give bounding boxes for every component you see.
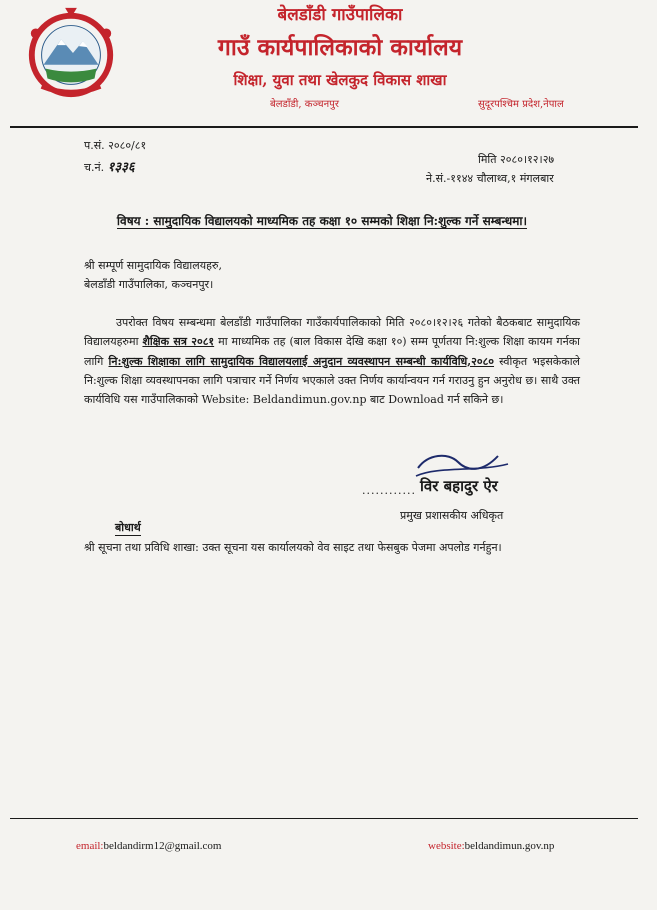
office-name: गाउँ कार्यपालिकाको कार्यालय [217, 34, 463, 61]
email-address[interactable]: beldandirm12@gmail.com [103, 840, 222, 852]
location-left: बेलडाँडी, कञ्चनपुर [270, 99, 339, 110]
header-divider [10, 126, 638, 128]
branch-name: शिक्षा, युवा तथा खेलकुद विकास शाखा [233, 71, 447, 89]
footer-website [428, 840, 554, 852]
body-part-5: स्वीकृत भइसकेकाले नि:शुल्क शिक्षा व्यवस्थापनका लागि पत्राचार गर्ने निर्णय भएकाले उक्त निर्णय कार्यान्वयन गर्न गराउनु हुन अनुरोध छ। साथै उक्त कार्यविधि यस गाउँपालिकाको Website: Beldandimun.gov.np बाट Download गर्न सकिने छ। [84, 354, 580, 407]
addressee-line-2: बेलडाँडी गाउँपालिका, कञ्चनपुर। [84, 278, 214, 291]
signatory-title: प्रमुख प्रशासकीय अधिकृत [400, 509, 504, 522]
body-part-1: उपरोक्त विषय सम्बन्धमा बेलडाँडी गाउँपालिका गाउँकार्यपालिकाको मिति २०८०।१२।२६ गतेको बैठकबाट सामुदायिक विद्यालयहरुमा [84, 316, 580, 349]
footer-email [76, 840, 221, 852]
body-part-3: मा माध्यमिक तह (बाल विकास देखि कक्षा १०) सम्म पूर्णतया नि:शुल्क शिक्षा कायम गर्नका लागि [84, 335, 581, 368]
signatory-name: विर बहादुर ऐर [420, 477, 498, 495]
cha-nam [84, 157, 135, 175]
nepal-sambat-date: ने.सं.-११४४ चौलाथ्व,१ मंगलबार [426, 172, 554, 185]
date: मिति २०८०।१२।२७ [478, 153, 555, 166]
email-label: email: [76, 840, 104, 852]
subject-text: विषय : सामुदायिक विद्यालयको माध्यमिक तह कक्षा १० सम्मको शिक्षा नि:शुल्क गर्ने सम्बन्धमा। [116, 214, 528, 228]
website-label: website: [428, 840, 465, 852]
pa-san: प.सं. २०८०/८१ [84, 139, 147, 152]
website-address[interactable]: beldandimun.gov.np [464, 840, 555, 852]
academic-session: शैक्षिक सत्र २०८१ [142, 335, 215, 349]
cha-label: च.नं. [84, 161, 105, 174]
location-right: सुदूरपश्चिम प्रदेश,नेपाल [478, 99, 564, 110]
cc-text: श्री सूचना तथा प्रविधि शाखा: उक्त सूचना यस कार्यालयको वेव साइट तथा फेसबुक पेजमा अपलोड गर्नहुन। [84, 541, 502, 554]
cc-heading: बोधार्थ [115, 521, 141, 534]
letter-body [84, 313, 580, 409]
footer-divider [10, 818, 638, 819]
municipality-name: बेलडाँडी गाउँपालिका [277, 5, 403, 25]
nepal-emblem-icon [22, 4, 120, 102]
cha-number: १३३६ [107, 160, 135, 175]
signature-dots: ............ [362, 484, 416, 497]
procedure-title: नि:शुल्क शिक्षाका लागि सामुदायिक विद्यालयलाई अनुदान व्यवस्थापन सम्बन्धी कार्यविधि,२०८० [108, 354, 495, 368]
addressee-line-1: श्री सम्पूर्ण सामुदायिक विद्यालयहरु, [84, 259, 222, 272]
subject-line [62, 212, 582, 229]
